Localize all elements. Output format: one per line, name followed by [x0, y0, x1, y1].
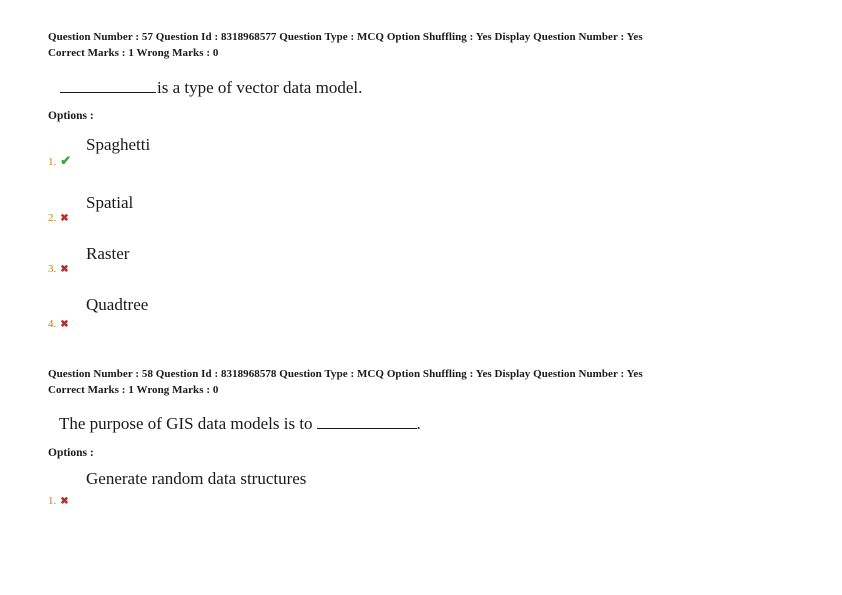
q57-option-1-number: 1.: [48, 156, 57, 168]
q58-question-text: The purpose of GIS data models is to .: [59, 414, 421, 433]
q58-option-1-marker: [48, 491, 69, 509]
q57-answer-blank: [60, 77, 156, 93]
q57-option-3-number: 3.: [48, 263, 57, 275]
q57-option-2-number: 2.: [48, 212, 57, 224]
q57-option-3-text: Raster: [86, 244, 130, 263]
q57-option-4-text: Quadtree: [86, 295, 149, 314]
q57-meta-line1: Question Number : 57 Question Id : 8318968577 Question Type : MCQ Option Shuffling : Yes Display Question Number : Yes: [48, 31, 643, 43]
cross-icon: ✖: [60, 264, 69, 275]
q58-option-1-number: 1.: [48, 495, 57, 507]
q58-options-label: Options :: [48, 447, 94, 459]
cross-icon: ✖: [60, 496, 69, 507]
q58-option-1-text: Generate random data structures: [86, 469, 307, 488]
q57-option-1-text: Spaghetti: [86, 135, 151, 154]
q58-meta-line1: Question Number : 58 Question Id : 8318968578 Question Type : MCQ Option Shuffling : Yes Display Question Number : Yes: [48, 368, 643, 380]
q58-meta-line2: Correct Marks : 1 Wrong Marks : 0: [48, 384, 219, 396]
q57-option-2-text: Spatial: [86, 193, 134, 212]
q57-option-2-marker: [48, 208, 69, 226]
cross-icon: ✖: [60, 213, 69, 224]
q57-option-4-marker: [48, 314, 69, 332]
check-icon: ✔: [60, 153, 72, 168]
q57-option-4-number: 4.: [48, 318, 57, 330]
cross-icon: ✖: [60, 319, 69, 330]
q57-options-label: Options :: [48, 110, 94, 122]
q57-meta-line2: Correct Marks : 1 Wrong Marks : 0: [48, 47, 219, 59]
q57-option-3-marker: [48, 259, 69, 277]
q57-question-text: is a type of vector data model.: [60, 77, 362, 98]
q58-answer-blank: [317, 413, 417, 429]
q57-option-1-marker: [48, 152, 71, 170]
